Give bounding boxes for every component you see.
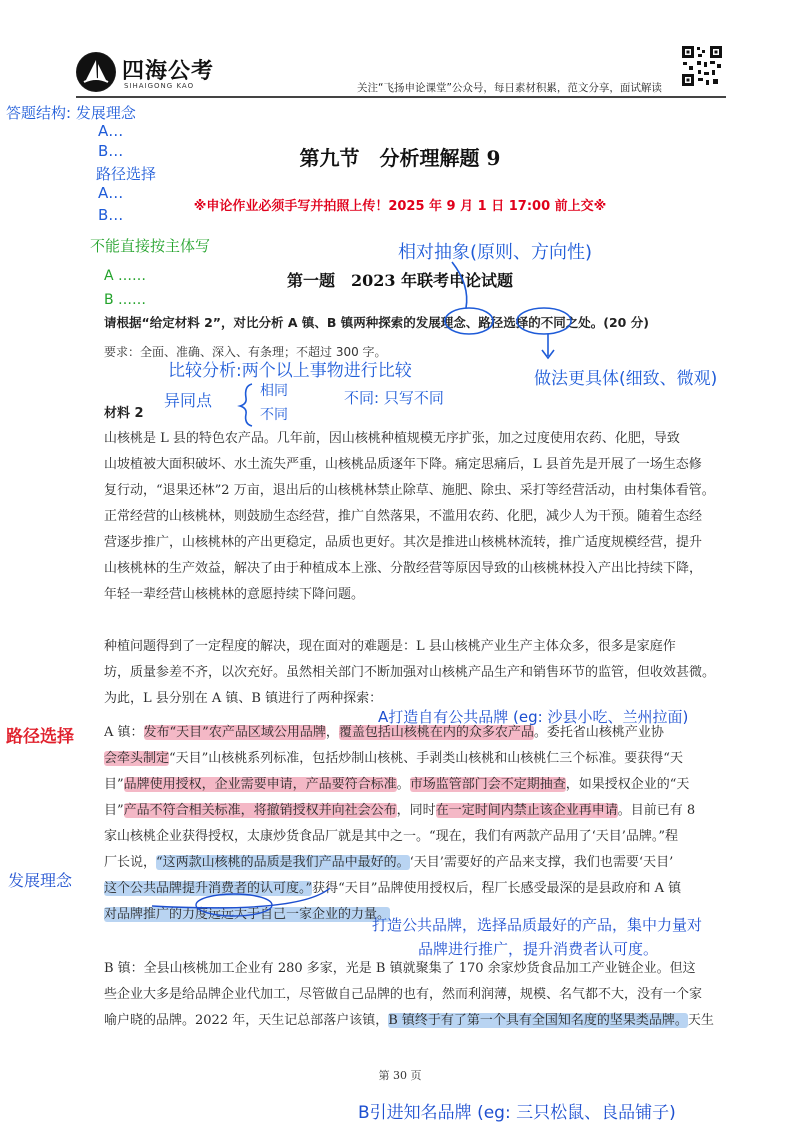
arrow-concrete [542, 334, 554, 358]
annotation-b-green: B …… [104, 292, 147, 308]
annotation-a-green: A …… [104, 268, 147, 284]
annotation-a: A… [98, 122, 124, 140]
annotation-a2: A… [98, 184, 124, 202]
text-run: 。委托省山核桃产业协 [533, 725, 664, 740]
text-run: ， [325, 725, 339, 740]
text-run: “天目”山核桃系列标准，包括炒制山核桃、手剥类山核桃和山核桃仁三个标准。要获得“天 [169, 751, 683, 766]
bracket-same-diff [240, 384, 252, 426]
text-run: ‘天目’需要好的产品来支撑，我们也需要‘天目’ [409, 855, 674, 870]
text-run: 天生 [687, 1013, 714, 1028]
text-line [104, 772, 724, 798]
annotation-diff: 不同 [260, 407, 288, 423]
text-run: 厂长说， [104, 855, 157, 870]
annotation-path: 路径选择 [96, 165, 157, 183]
paragraph-a-town [104, 720, 724, 928]
text-run: 获得“天目”品牌使用授权后，程厂长感受最深的是县政府和 A 镇 [312, 881, 682, 896]
pink-highlight: 在一定时间内禁止该企业再申请 [435, 803, 618, 818]
text-run: 喻户晓的品牌。2022 年，天生记总部落户该镇， [104, 1013, 389, 1028]
annotation-only-diff: 不同: 只写不同 [344, 389, 444, 407]
annotation-a-brand: A打造自有公共品牌 (eg: 沙县小吃、兰州拉面) [378, 708, 689, 726]
text-line [104, 798, 724, 824]
qr-code-icon [680, 44, 724, 88]
annotation-path-red: 路径选择 [6, 727, 74, 747]
annotation-b: B… [98, 142, 124, 160]
text-run: 。目前已有 8 [617, 803, 696, 818]
annotation-no-subject: 不能直接按主体写 [90, 237, 211, 255]
annotation-dev-note-2: 品牌进行推广，提升消费者认可度。 [418, 940, 659, 958]
annotation-same: 相同 [260, 383, 288, 399]
text-line: 山坡植被大面积破坏、水土流失严重，山核桃品质逐年下降。痛定思痛后，L 县首先是开展了一场生态修 [104, 457, 702, 472]
question-title: 第一题 2023 年联考申论试题 [286, 271, 514, 290]
text-line: 家山核桃企业获得授权，太康炒货食品厂就是其中之一。“现在，我们有两款产品用了‘天目’品牌。”程 [104, 829, 679, 844]
text-line: 营逐步推广，山核桃林的产出更稳定，品质也更好。其次是推进山核桃林流转，推广适度规模经营，提升 [104, 535, 703, 550]
pink-highlight: 品牌使用授权，企业需要申请，产品要符合标准 [123, 777, 397, 792]
pink-highlight: 产品不符合相关标准，将撤销授权并向社会公布 [123, 803, 397, 818]
blue-highlight: B 镇终于有了第一个具有全国知名度的坚果类品牌。 [388, 1013, 688, 1028]
header-divider [76, 96, 726, 98]
text-run: ，同时 [396, 803, 436, 818]
material-label: 材料 2 [104, 406, 144, 421]
text-line [104, 746, 724, 772]
text-line [104, 850, 724, 876]
page-number: 第 30 页 [378, 1069, 422, 1082]
text-run: 目” [104, 803, 124, 818]
text-line: 山核桃林的生产效益，解决了由于种植成本上涨、分散经营等原因导致的山核桃林投入产出比持续下降， [104, 561, 703, 576]
pink-highlight: 市场监管部门会不定期抽查 [409, 777, 566, 792]
text-line: B 镇：全县山核桃加工企业有 280 多家，光是 B 镇就聚集了 170 余家炒货食品加工产业链企业。但这 [104, 961, 696, 976]
annotation-concrete: 做法更具体(细致、微观) [534, 369, 718, 389]
submission-notice: ※申论作业必须手写并拍照上传！2025 年 9 月 1 日 17:00 前上交※ [193, 199, 607, 214]
section-title: 第九节 分析理解题 9 [299, 146, 501, 170]
logo-icon [76, 52, 116, 92]
annotation-dev-idea: 发展理念 [8, 871, 73, 890]
annotation-same-diff: 异同点 [164, 391, 213, 410]
text-line: 正常经营的山核桃林，则鼓励生态经营，推广自然落果，不滥用农药、化肥，减少人为干预。随着生态经 [104, 509, 703, 524]
header-note: 关注“飞扬申论课堂”公众号，每日素材积累，范文分享，面试解读 [357, 82, 662, 94]
text-line: 复行动，“退果还林”2 万亩，退出后的山核桃林禁止除草、施肥、除虫、采打等经营活动，由村集体看管。 [104, 483, 715, 498]
text-line: 坊，质量参差不齐，以次充好。虽然相关部门不断加强对山核桃产品生产和销售环节的监管，但收效甚微。 [104, 665, 716, 680]
annotation-compare: 比较分析:两个以上事物进行比较 [168, 361, 412, 381]
question-requirement: 要求：全面、准确、深入、有条理；不超过 300 字。 [104, 345, 387, 359]
logo-text: 四海公考 [122, 59, 215, 84]
text-line: 山核桃是 L 县的特色农产品。几年前，因山核桃种植规模无序扩张，加之过度使用农药、化肥，导致 [104, 431, 680, 446]
logo-subtext: SIHAIGONG KAO [124, 82, 195, 90]
text-line [104, 876, 724, 902]
text-line [104, 1008, 724, 1034]
annotation-structure: 答题结构: 发展理念 [6, 104, 136, 122]
text-line: 种植问题得到了一定程度的解决，现在面对的难题是：L 县山核桃产业生产主体众多，很多是家庭作 [104, 639, 676, 654]
paragraph-2 [104, 634, 724, 712]
question-prompt: 请根据“给定材料 2”，对比分析 A 镇、B 镇两种探索的发展理念、路径选择的不同之处。(20 分) [104, 315, 649, 330]
text-run: 。 [396, 777, 410, 792]
paragraph-1 [104, 426, 724, 608]
text-run: A 镇： [104, 725, 144, 740]
blue-highlight: 这个公共品牌提升消费者的认可度。” [104, 881, 313, 896]
annotation-dev-note-1: 打造公共品牌，选择品质最好的产品，集中力量对 [372, 916, 703, 934]
annotation-abstract: 相对抽象(原则、方向性) [398, 242, 593, 263]
text-run: ，如果授权企业的“天 [565, 777, 690, 792]
paragraph-b-town [104, 956, 724, 1034]
blue-highlight: 对品牌推广的力度远远大于自己一家企业的力量。 [104, 907, 391, 922]
pink-highlight: 会牵头制定 [104, 751, 170, 766]
pink-highlight: 发布“天目”农产品区域公用品牌 [143, 725, 326, 740]
pink-highlight: 覆盖包括山核桃在内的众多农产品 [338, 725, 534, 740]
text-line: 年轻一辈经营山核桃林的意愿持续下降问题。 [104, 587, 365, 602]
text-line: 些企业大多是给品牌企业代加工，尽管做自己品牌的也有，然而利润薄，规模、名气都不大，没有一个家 [104, 987, 703, 1002]
text-line: 为此，L 县分别在 A 镇、B 镇进行了两种探索： [104, 691, 383, 706]
text-run: 目” [104, 777, 124, 792]
annotation-b-brand: B引进知名品牌 (eg: 三只松鼠、良品铺子) [358, 1103, 676, 1123]
blue-highlight: “这两款山核桃的品质是我们产品中最好的。 [156, 855, 410, 870]
annotation-b2: B… [98, 206, 124, 224]
